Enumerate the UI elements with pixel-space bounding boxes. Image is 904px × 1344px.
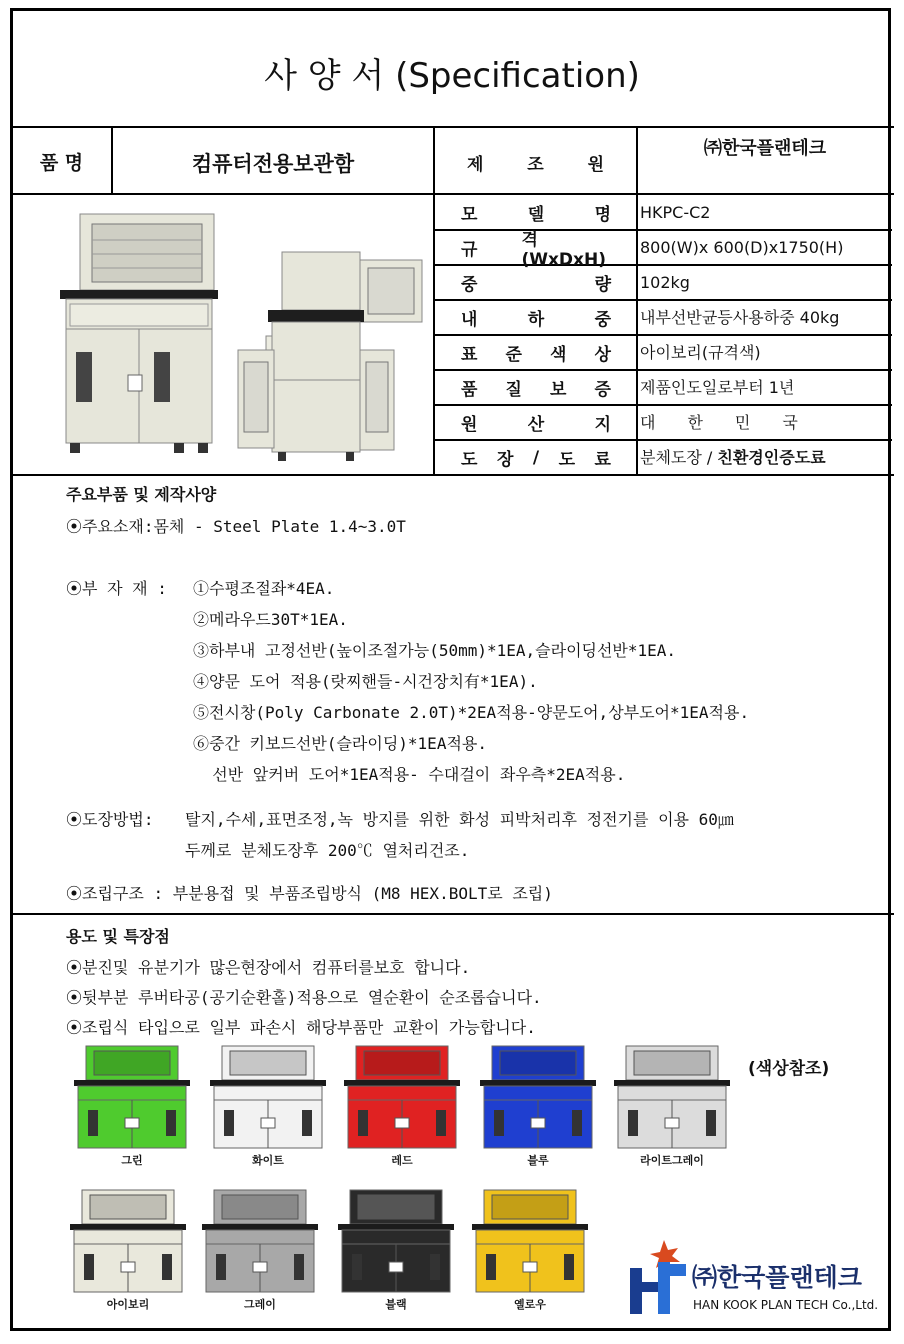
- product-image-closed: [58, 210, 220, 460]
- spec-label: 표 준 색 상: [461, 345, 611, 365]
- item-label: 품 명: [39, 152, 84, 174]
- color-swatch: [68, 1188, 188, 1312]
- maker-label: 제 조 원: [467, 155, 604, 175]
- color-swatch-label: 그레이: [244, 1298, 276, 1311]
- color-swatch: [612, 1044, 732, 1168]
- item-value: 컴퓨터전용보관함: [191, 152, 355, 176]
- spec-value: 아이보리(규격색): [640, 343, 761, 362]
- list-item: ③하부내 고정선반(높이조절가능(50mm)*1EA,슬라이딩선반*1EA.: [193, 641, 677, 660]
- usage-line: ⦿분진및 유분기가 많은현장에서 컴퓨터를보호 합니다.: [66, 958, 471, 977]
- maker-value: ㈜한국플랜테크: [703, 138, 827, 159]
- logo-sub: HAN KOOK PLAN TECH Co.,Ltd.: [693, 1298, 879, 1312]
- spec-row-weight: [435, 265, 891, 300]
- color-note: (색상참조): [748, 1059, 830, 1079]
- color-swatch-label: 레드: [391, 1154, 413, 1167]
- logo-mark-icon: [626, 1238, 696, 1318]
- spec-row-warranty: [435, 370, 891, 405]
- logo-name: ㈜한국플랜테크: [692, 1263, 862, 1292]
- spec-value: 분체도장 / 친환경인증도료: [640, 448, 826, 467]
- color-swatch: [478, 1044, 598, 1168]
- assembly-text: ⦿조립구조 : 부분용접 및 부품조립방식 (M8 HEX.BOLT로 조립): [66, 884, 553, 903]
- usage-line: ⦿뒷부분 루버타공(공기순환홀)적용으로 열순환이 순조롭습니다.: [66, 988, 542, 1007]
- spec-row-load: [435, 300, 891, 335]
- usage-title: 용도 및 특장점: [66, 927, 170, 946]
- color-swatch: [336, 1188, 456, 1312]
- list-item: ⑤전시창(Poly Carbonate 2.0T)*2EA적용-양문도어,상부도어*1EA적용.: [193, 703, 750, 722]
- parts-sub-list: [193, 576, 749, 793]
- spec-label: 내 하 중: [461, 310, 611, 330]
- cabinet-swatch-icon: [478, 1044, 598, 1152]
- color-swatch-label: 그린: [121, 1154, 143, 1167]
- color-swatch-label: 블루: [527, 1154, 549, 1167]
- spec-value: HKPC-C2: [640, 203, 711, 222]
- color-swatch: [470, 1188, 590, 1312]
- spec-label: 도 장 / 도 료: [461, 447, 611, 470]
- spec-value: 제품인도일로부터 1년: [640, 378, 795, 397]
- spec-row-color: [435, 335, 891, 370]
- cabinet-swatch-icon: [208, 1044, 328, 1152]
- cabinet-swatch-icon: [336, 1188, 456, 1296]
- color-swatch-label: 화이트: [252, 1154, 284, 1167]
- color-swatch: [342, 1044, 462, 1168]
- spec-row-origin: [435, 405, 891, 440]
- cabinet-swatch-icon: [200, 1188, 320, 1296]
- cabinet-swatch-icon: [72, 1044, 192, 1152]
- spec-value: 102kg: [640, 273, 690, 292]
- spec-row-size: [435, 230, 891, 270]
- cabinet-swatch-icon: [68, 1188, 188, 1296]
- list-item: ④양문 도어 적용(랏찌핸들-시건장치有*1EA).: [193, 672, 538, 691]
- company-logo: [626, 1238, 696, 1322]
- parts-sub-label: ⦿부 자 재 :: [66, 579, 167, 598]
- color-swatch-label: 라이트그레이: [640, 1154, 704, 1167]
- parts-material: ⦿주요소재:몸체 - Steel Plate 1.4~3.0T: [66, 517, 406, 536]
- spec-label: 품 질 보 증: [461, 380, 611, 400]
- spec-label: 중 량: [461, 275, 611, 295]
- color-swatch: [208, 1044, 328, 1168]
- spec-value: 800(W)x 600(D)x1750(H): [640, 238, 844, 257]
- coating-line: 두께로 분체도장후 200℃ 열처리건조.: [185, 841, 470, 860]
- spec-row-model: [435, 195, 891, 230]
- parts-title: 주요부품 및 제작사양: [66, 485, 217, 504]
- spec-value: 내부선반균등사용하중 40kg: [640, 308, 840, 327]
- cabinet-swatch-icon: [470, 1188, 590, 1296]
- color-swatch-label: 블랙: [385, 1298, 407, 1311]
- spec-value: 대 한 민 국: [640, 413, 798, 432]
- spec-label: 규 격 (WxDxH): [461, 230, 606, 270]
- cabinet-swatch-icon: [342, 1044, 462, 1152]
- spec-row-coating: [435, 440, 891, 475]
- product-image-open: [232, 250, 428, 465]
- color-swatch-label: 아이보리: [106, 1298, 150, 1311]
- color-swatch-label: 옐로우: [514, 1298, 546, 1311]
- color-swatch: [200, 1188, 320, 1312]
- spec-label: 원 산 지: [461, 415, 611, 435]
- list-item: ①수평조절좌*4EA.: [193, 579, 335, 598]
- list-item: ⑥중간 키보드선반(슬라이딩)*1EA적용.: [193, 734, 487, 753]
- coating-label: ⦿도장방법:: [66, 810, 154, 829]
- color-swatch: [72, 1044, 192, 1168]
- list-item: 선반 앞커버 도어*1EA적용- 수대걸이 좌우측*2EA적용.: [193, 765, 626, 784]
- list-item: ②메라우드30T*1EA.: [193, 610, 348, 629]
- cabinet-swatch-icon: [612, 1044, 732, 1152]
- usage-line: ⦿조립식 타입으로 일부 파손시 해당부품만 교환이 가능합니다.: [66, 1018, 536, 1037]
- coating-line: 탈지,수세,표면조정,녹 방지를 위한 화성 피박처리후 정전기를 이용 60㎛: [185, 810, 734, 829]
- spec-label: 모 델 명: [461, 205, 611, 225]
- page-title: 사 양 서 (Specification): [264, 56, 640, 96]
